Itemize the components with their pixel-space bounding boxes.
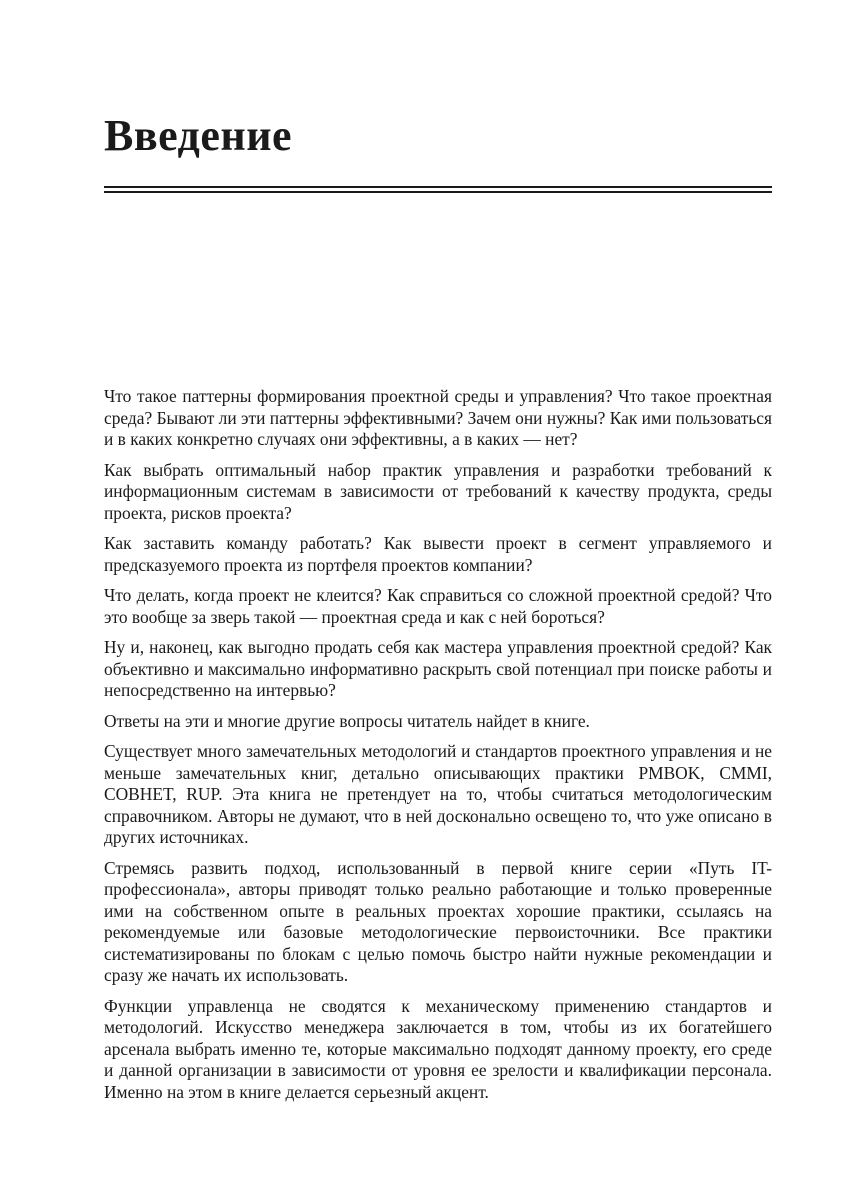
chapter-title: Введение (104, 111, 293, 160)
paragraph: Ну и, наконец, как выгодно продать себя как мастера управления проектной средой? Как объективно и максимально информативно раскрыть свой потенциал при поиске работы и непосредственно на интервью? (104, 637, 772, 700)
paragraph: Стремясь развить подход, использованный в первой книге серии «Путь IT-профессионала», авторы приводят только реально работающие и только проверенные ими на собственном опыте в реальных проектах хорошие практики, ссылаясь на рекомендуемые или базовые методологические первоисточники. Все практики систематизированы по блокам с целью помочь быстро найти нужные рекомендации и сразу же начать их использовать. (104, 857, 772, 985)
title-rule-bottom (104, 191, 772, 193)
title-rule-top (104, 186, 772, 188)
body-text (104, 386, 772, 1112)
paragraph: Как заставить команду работать? Как вывести проект в сегмент управляемого и предсказуемого проекта из портфеля проектов компании? (104, 533, 772, 575)
paragraph: Ответы на эти и многие другие вопросы читатель найдет в книге. (104, 710, 590, 731)
paragraph: Как выбрать оптимальный набор практик управления и разработки требований к информационным системам в зависимости от требований к качеству продукта, среды проекта, рисков проекта? (104, 459, 772, 523)
paragraph: Что такое паттерны формирования проектной среды и управления? Что такое проектная среда? Бывают ли эти паттерны эффективными? Зачем они нужны? Как ими пользоваться и в каких конкретно случаях они эффективны, а в каких — нет? (104, 386, 772, 449)
paragraph: Существует много замечательных методологий и стандартов проектного управления и не меньше замечательных книг, детально описывающих практики PMBOK, CMMI, COBHET, RUP. Эта книга не претендует на то, чтобы считаться методологическим справочником. Авторы не думают, что в ней досконально освещено то, что уже описано в других источниках. (104, 741, 772, 847)
paragraph: Что делать, когда проект не клеится? Как справиться со сложной проектной средой? Что это вообще за зверь такой — проектная среда и как с ней бороться? (104, 585, 772, 627)
paragraph: Функции управленца не сводятся к механическому применению стандартов и методологий. Искусство менеджера заключается в том, чтобы из их богатейшего арсенала выбрать именно те, которые максимально подходят данному проекту, его среде и данной организации в зависимости от уровня ее зрелости и квалификации персонала. Именно на этом в книге делается серьезный акцент. (104, 995, 772, 1102)
